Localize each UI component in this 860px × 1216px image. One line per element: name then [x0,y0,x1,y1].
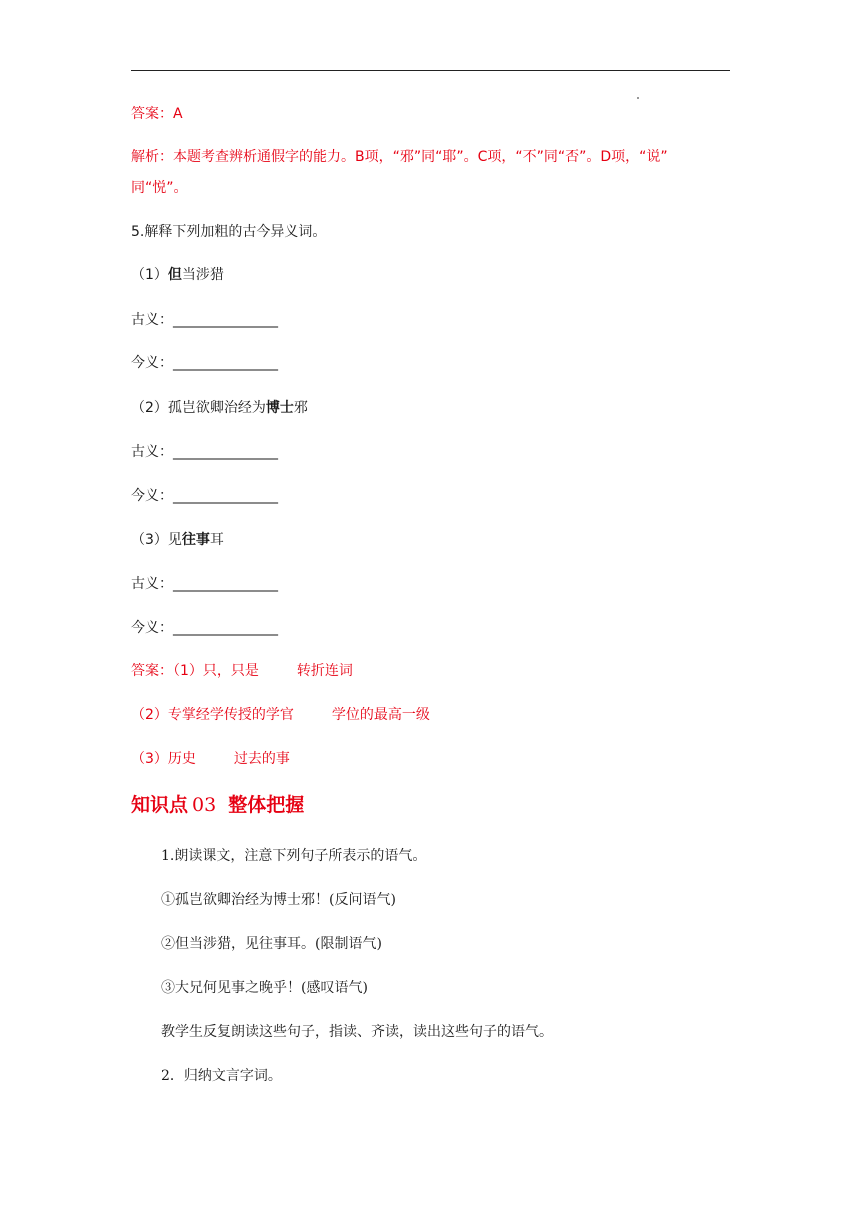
answer-blank[interactable]: _______________ [173,620,278,636]
item-1-prefix: （1） [131,267,168,283]
analysis-line-1: 解析：本题考查辨析通假字的能力。B项，“邪”同“耶”。C项，“不”同“否”。D项，“说” [131,149,668,165]
header-dot [637,97,639,99]
item-2-prefix: （2）孤岂欲卿治经为 [131,400,266,416]
item-3-suffix: 耳 [209,532,224,548]
answer-2-new: 学位的最高一级 [331,707,430,723]
item-2-gu-line [131,442,278,462]
answer-5-line-1 [131,661,353,681]
section-paragraph-2: 教学生反复朗读这些句子，指读、齐读，读出这些句子的语气。 [161,1024,553,1040]
question-item-3 [131,530,224,550]
answer-1-old: 只，只是 [202,663,259,679]
jin-label: 今义： [131,488,173,504]
section-paragraph-3: 2．归纳文言字词。 [161,1068,282,1084]
sentence-2: ②但当涉猎，见往事耳。(限制语气) [161,936,382,952]
sentence-1: ①孤岂欲卿治经为博士邪！(反问语气) [161,892,396,908]
answer-blank[interactable]: _______________ [173,576,278,592]
answer-1-num: （1） [173,663,203,679]
section-paragraph-1: 1.朗读课文，注意下列句子所表示的语气。 [161,848,427,864]
item-1-jin-line [131,353,278,373]
item-1-bold-word: 但 [167,267,182,283]
item-2-suffix: 邪 [293,400,308,416]
answer-3-old: 历史 [167,751,196,767]
knowledge-label: 知识点 [131,794,189,816]
item-3-gu-line [131,574,278,594]
answer-5-line-3 [131,749,290,769]
analysis-line-2: 同“悦”。 [131,180,188,196]
answer-3-num: （3） [131,751,168,767]
item-1-suffix: 当涉猎 [181,267,224,283]
gu-label: 古义： [131,576,173,592]
answer-blank[interactable]: _______________ [173,355,278,371]
answer-value: A [173,106,183,122]
item-1-gu-line [131,310,278,330]
jin-label: 今义： [131,620,173,636]
answer-1-new: 转折连词 [296,663,353,679]
sentence-3: ③大兄何见事之晚乎！(感叹语气) [161,980,368,996]
answer-line [131,104,183,124]
answer-3-new: 过去的事 [233,751,290,767]
question-item-2 [131,398,308,418]
jin-label: 今义： [131,355,173,371]
knowledge-heading [131,792,304,818]
item-3-prefix: （3）见 [131,532,182,548]
gu-label: 古义： [131,444,173,460]
answer-blank[interactable]: _______________ [173,444,278,460]
item-3-jin-line [131,618,278,638]
answer-2-num: （2） [131,707,168,723]
item-2-jin-line [131,486,278,506]
item-3-bold-word: 往事 [181,532,210,548]
answers-label: 答案： [131,663,173,679]
question-item-1 [131,265,224,285]
answer-label: 答案： [131,106,173,122]
gu-label: 古义： [131,312,173,328]
answer-5-line-2 [131,705,430,725]
answer-blank[interactable]: _______________ [173,488,278,504]
header-rule [131,70,730,71]
item-2-bold-word: 博士 [265,400,294,416]
answer-2-old: 专掌经学传授的学官 [167,707,294,723]
knowledge-title: 整体把握 [228,794,305,816]
question-5-title: 5.解释下列加粗的古今异义词。 [131,224,327,240]
answer-blank[interactable]: _______________ [173,312,278,328]
knowledge-number: 03 [192,794,217,816]
